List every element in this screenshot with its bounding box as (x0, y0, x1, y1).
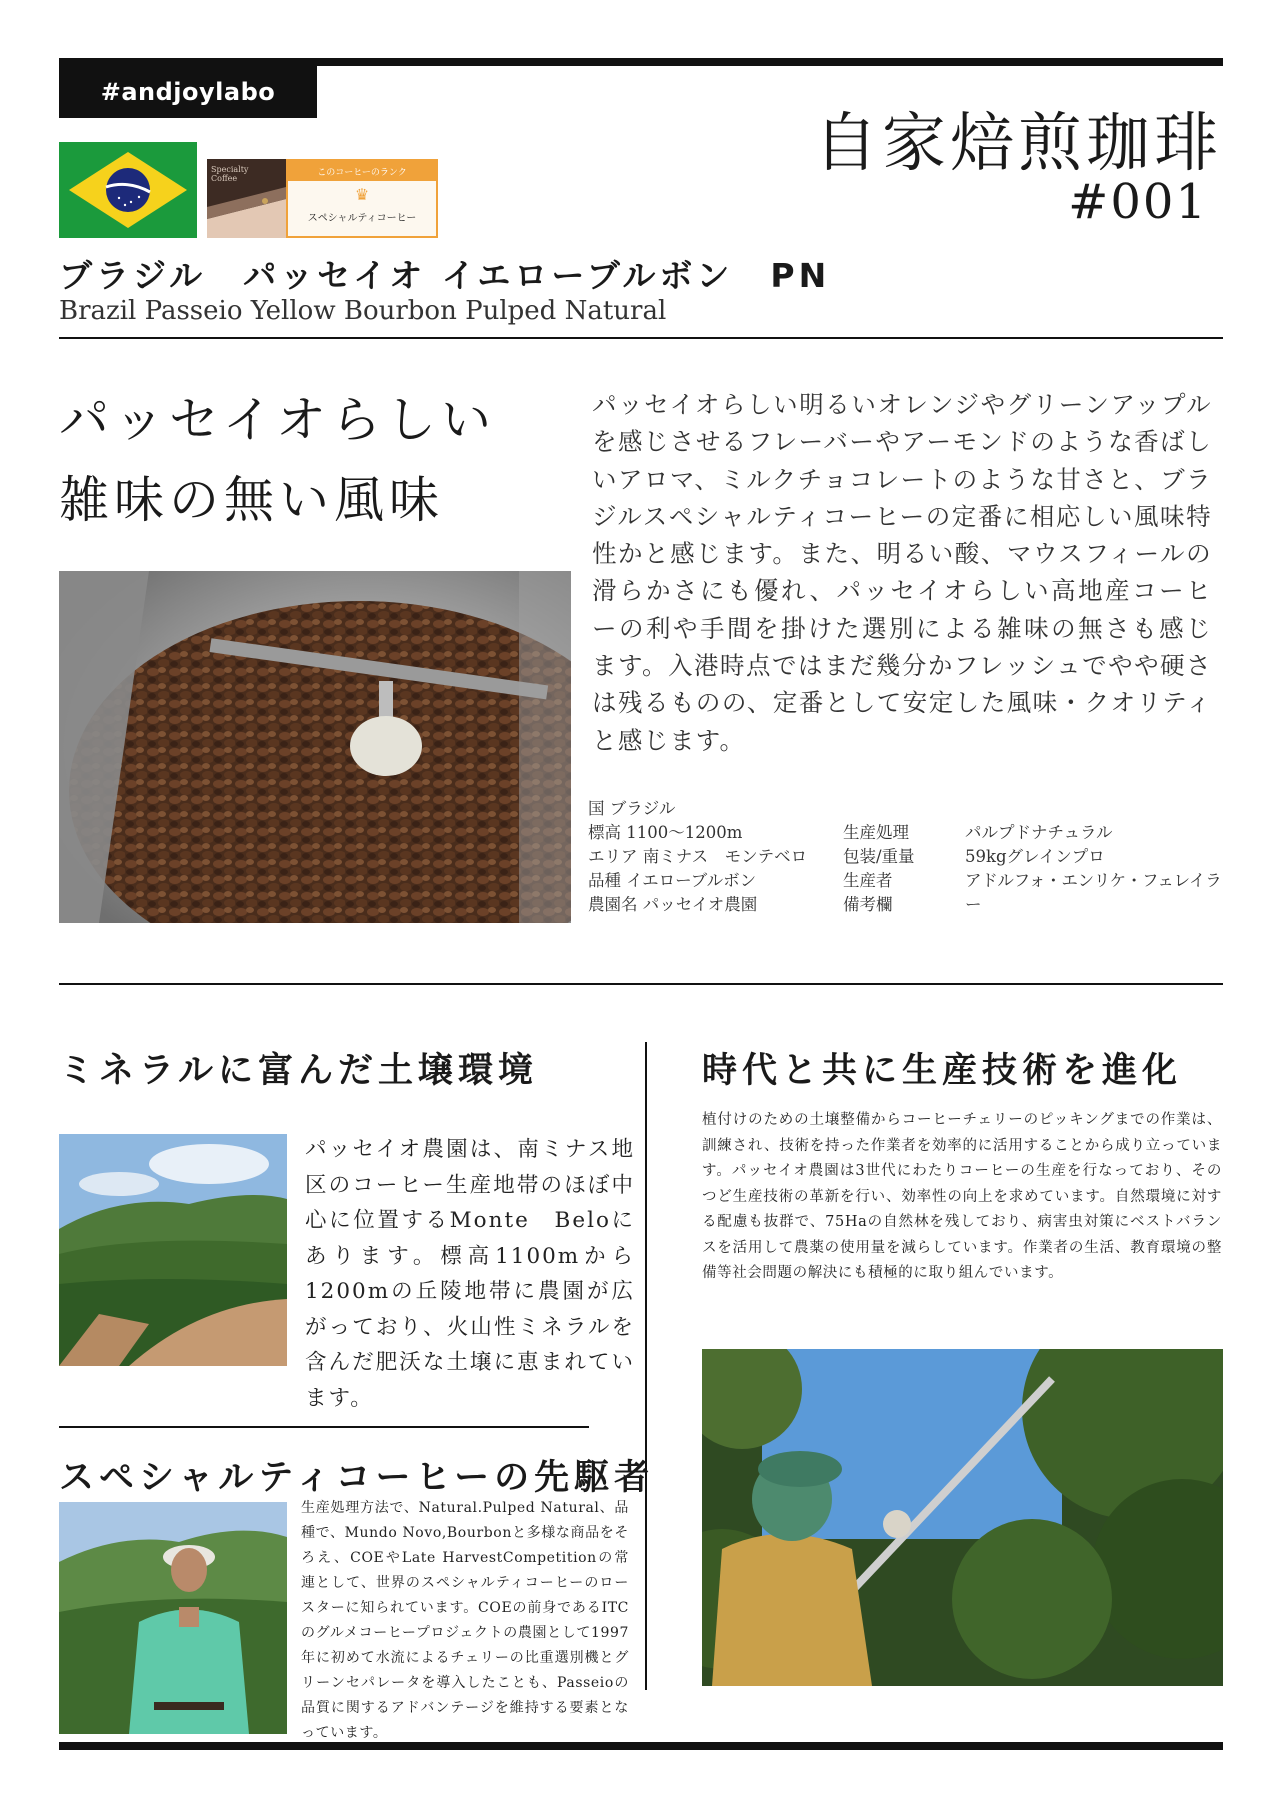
hashtag-label: #andjoylabo (59, 66, 317, 118)
headline-line2: 雑味の無い風味 (59, 471, 444, 529)
header-divider (59, 337, 1223, 339)
rank-label: スペシャルティコーヒー (307, 213, 417, 224)
spec-label-process: 生産処理 (843, 823, 909, 842)
spec-value-producer: アドルフォ・エンリケ・フェレイラ (965, 871, 1222, 890)
harvest-worker-photo (702, 1349, 1223, 1686)
section-divider (59, 1426, 589, 1428)
pioneer-section-title: スペシャルティコーヒーの先駆者 (59, 1458, 655, 1498)
spec-row-altitude: 標高 1100〜1200m (588, 823, 743, 842)
top-rule (59, 58, 1223, 66)
product-name-en: Brazil Passeio Yellow Bourbon Pulped Natural (59, 296, 667, 326)
soil-section-body: パッセイオ農園は、南ミナス地区のコーヒー生産地帯のほぼ中心に位置するMonte Beloにあります。標高1100mから1200mの丘陵地帯に農園が広がっており、火山性ミネラルを含んだ肥沃な土壌に恵まれています。 (305, 1137, 635, 1411)
intro-description: パッセイオらしい明るいオレンジやグリーンアップルを感じさせるフレーバーやアーモンドのような香ばしいアロマ、ミルクチョコレートのような甘さと、ブラジルスペシャルティコーヒーの定番に相応しい風味特性かと感じます。また、明るい酸、マウスフィールの滑らかさにも優れ、パッセイオらしい高地産コーヒーの利や手間を掛けた選別による雑味の無さも感じます。入港時点ではまだ幾分かフレッシュでやや硬さは残るものの、定番として安定した風味・クオリティと感じます。 (592, 390, 1212, 755)
product-name-jp: ブラジル パッセイオ イエローブルボン PN (59, 256, 831, 295)
page-title: 自家焙煎珈琲 (814, 107, 1222, 181)
spec-row-area: エリア 南ミナス モンテベロ (588, 847, 808, 866)
brazil-flag-icon (59, 142, 197, 238)
roaster-photo (59, 571, 571, 923)
bottom-rule (59, 1742, 1223, 1750)
spec-row-variety: 品種 イエローブルボン (588, 871, 757, 890)
spec-value-notes: ー (965, 895, 982, 914)
pioneer-section-body: 生産処理方法で、Natural.Pulped Natural、品種で、Mundo Novo,Bourbonと多様な商品をそろえ、COEやLate HarvestCompetitionの常連として、世界のスペシャルティコーヒーのロースターに知られています。COEの前身であるITCのグルメコーヒープロジェクトの農園として1997年に初めて水流によるチェリーの比重選別機とグリーンセパレータを導入したことも、Passeioの品質に関するアドバンテージを維持する要素となっています。 (301, 1500, 629, 1741)
middle-divider (59, 983, 1223, 985)
specialty-coffee-mark (207, 159, 286, 238)
crown-icon: ♛ (354, 185, 370, 204)
spec-label-notes: 備考欄 (843, 895, 893, 914)
spec-row-country: 国 ブラジル (588, 799, 676, 818)
technique-section-title: 時代と共に生産技術を進化 (702, 1051, 1183, 1091)
issue-number: #001 (1068, 174, 1208, 230)
spec-value-packing: 59kgグレインプロ (965, 847, 1105, 866)
farmer-portrait-photo (59, 1502, 287, 1734)
spec-label-packing: 包装/重量 (843, 847, 915, 866)
column-divider (645, 1042, 647, 1690)
coffee-rank-card (286, 159, 438, 238)
farm-landscape-photo (59, 1134, 287, 1366)
specialty-mark-text: Specialty Coffee (211, 165, 249, 183)
rank-heading: このコーヒーのランク (288, 161, 436, 181)
spec-value-process: パルプドナチュラル (965, 823, 1113, 842)
headline-line1: パッセイオらしい (59, 391, 496, 449)
spec-row-farm: 農園名 パッセイオ農園 (588, 895, 758, 914)
soil-section-title: ミネラルに富んだ土壌環境 (59, 1051, 538, 1091)
spec-label-producer: 生産者 (843, 871, 893, 890)
technique-section-body: 植付けのための土壌整備からコーヒーチェリーのピッキングまでの作業は、訓練され、技術を持った作業者を効率的に活用することから成り立っています。パッセイオ農園は3世代にわたりコーヒーの生産を行なっており、そのつど生産技術の革新を行い、効率性の向上を求めています。自然環境に対する配慮も抜群で、75Haの自然林を残しており、病害虫対策にベストバランスを活用して農薬の使用量を減らしています。作業者の生活、教育環境の整備等社会問題の解決にも積極的に取り組んでいます。 (702, 1112, 1222, 1281)
